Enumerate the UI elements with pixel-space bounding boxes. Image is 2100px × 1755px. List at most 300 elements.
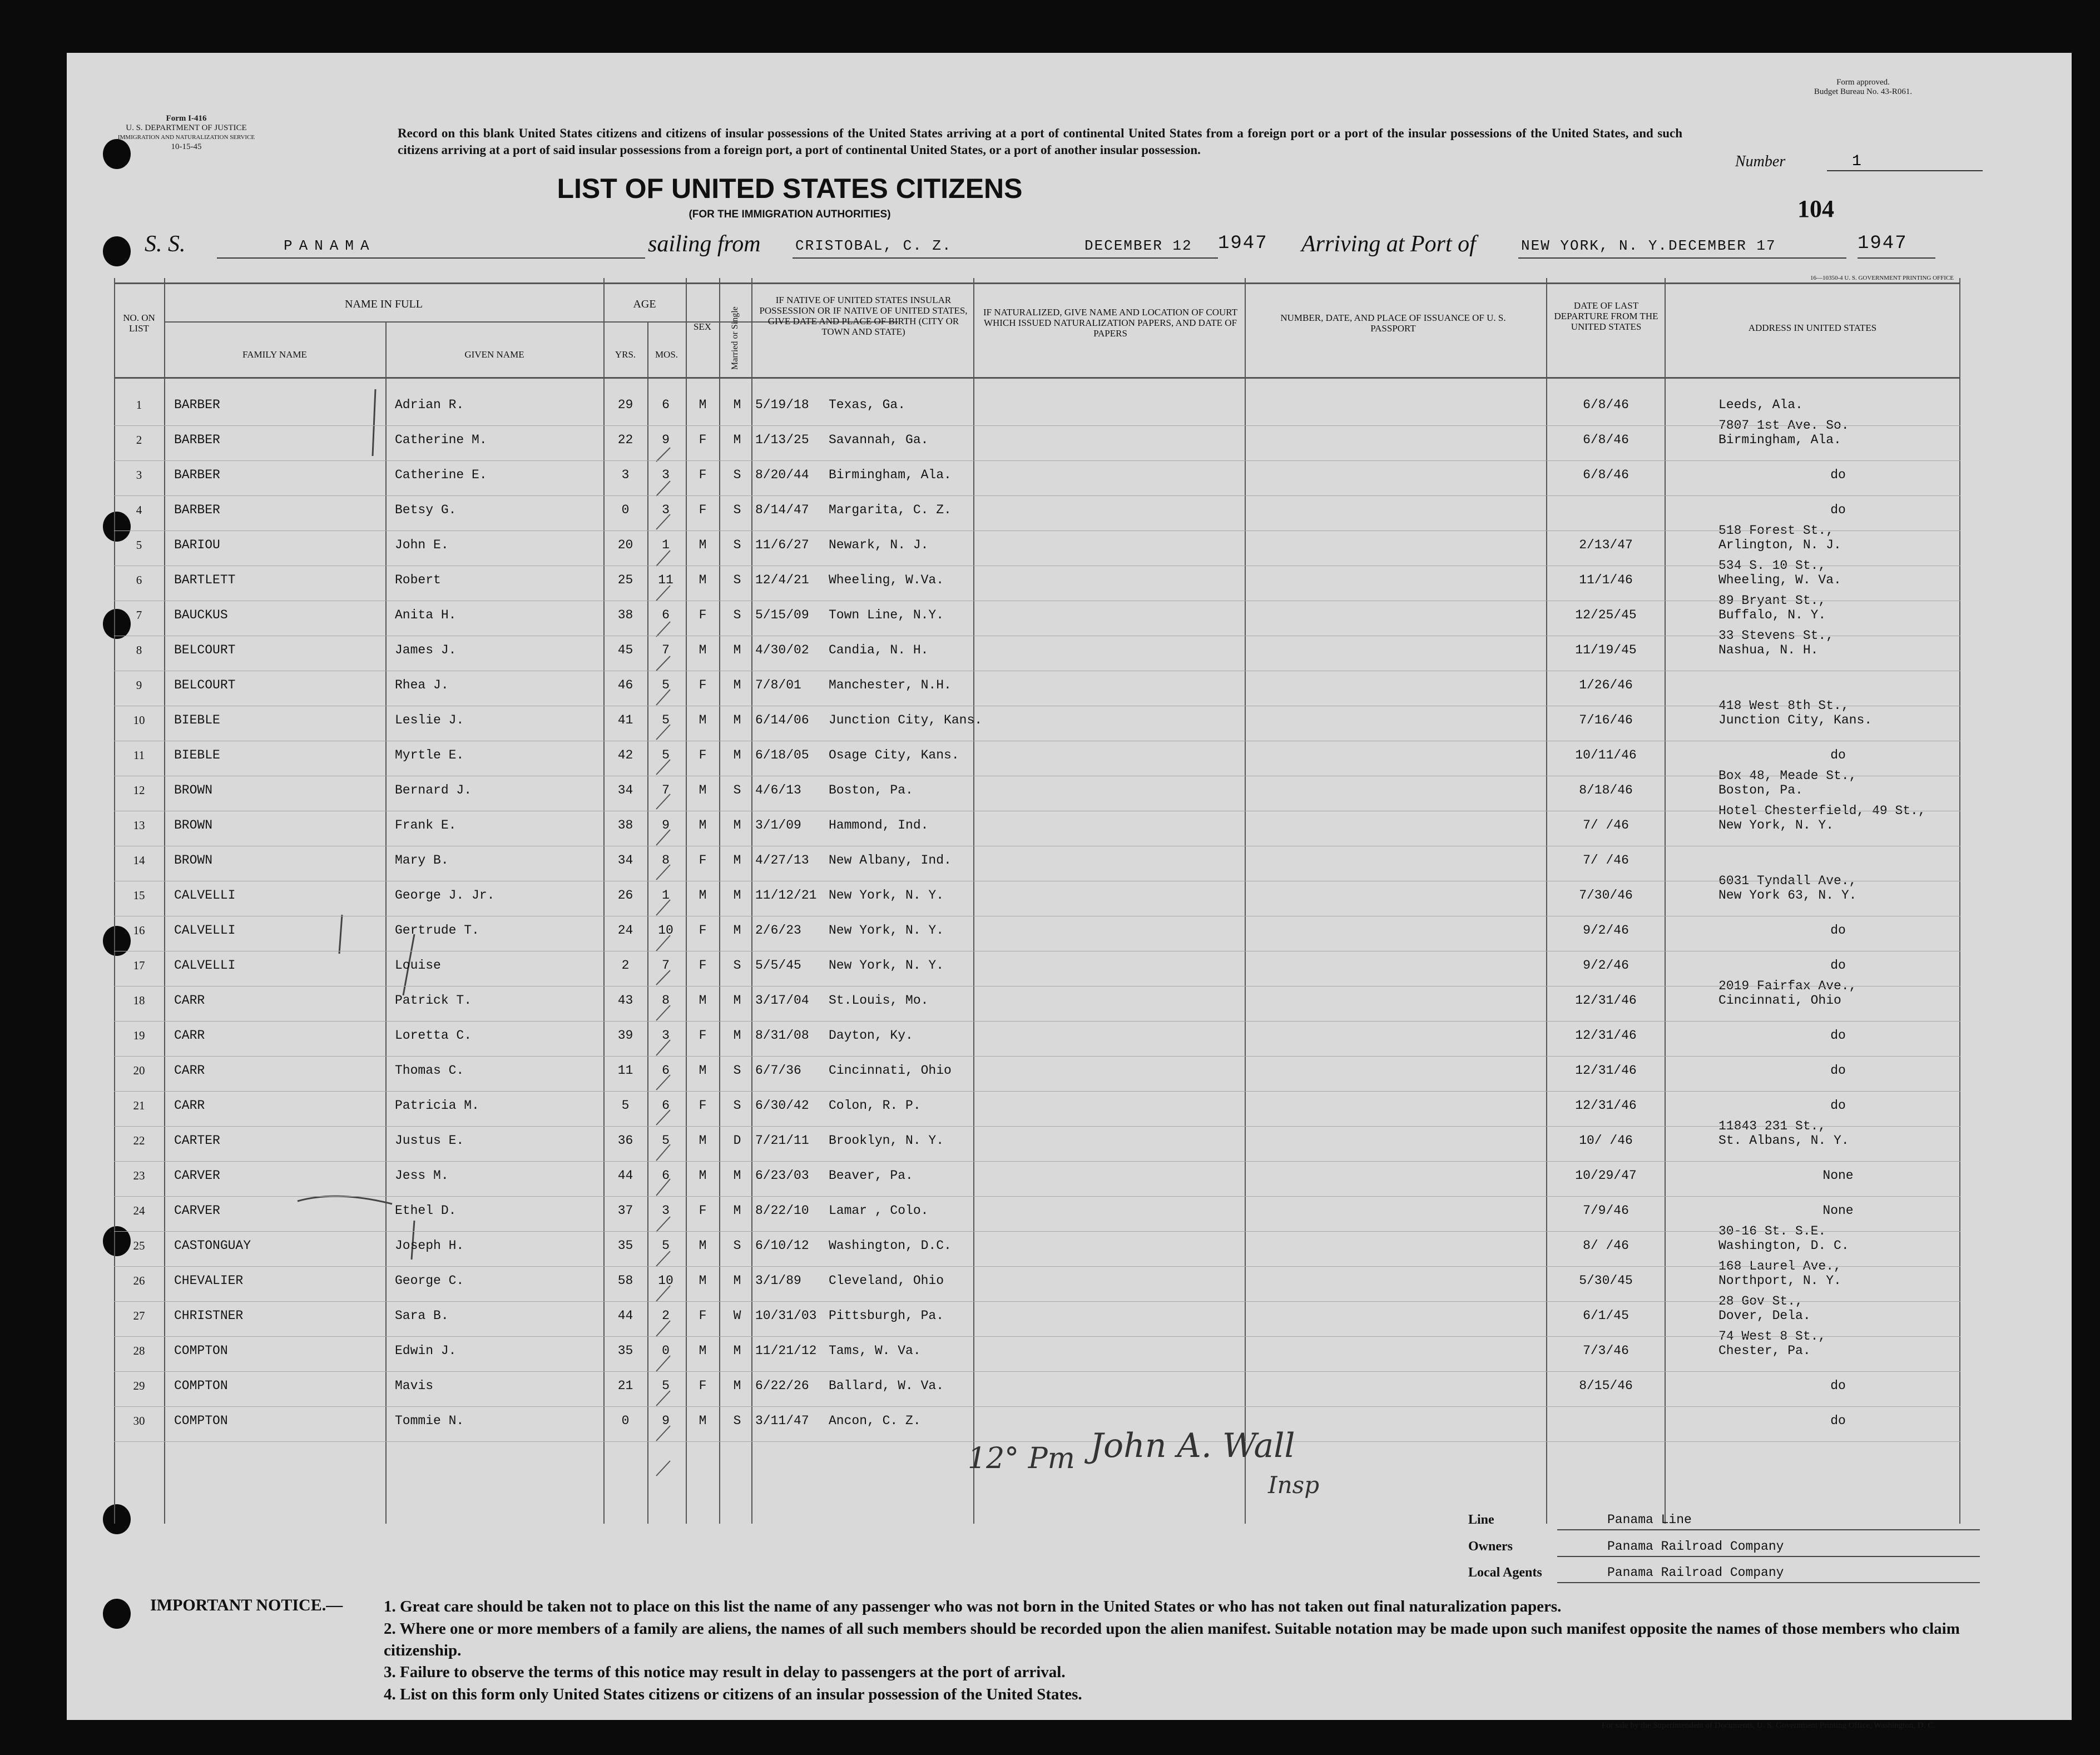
sex: M [699,1238,707,1253]
col-sex: SEX [693,321,712,332]
age-months: 8 [662,853,670,867]
age-months: 5 [662,678,670,692]
age-years: 5 [621,1098,630,1113]
birth-place: Hammond, Ind. [829,818,929,832]
arrival-port: NEW YORK, N. Y. [1521,237,1668,254]
row-number: 24 [133,1204,145,1217]
sex: M [699,818,707,832]
address-line-2: Boston, Pa. [1718,783,1803,797]
service: IMMIGRATION AND NATURALIZATION SERVICE [117,134,255,141]
sex: F [699,678,707,692]
age-years: 25 [617,573,633,587]
given-name: John E. [395,538,449,552]
birth-date: 11/12/21 [755,888,817,903]
address-line-2: Wheeling, W. Va. [1718,573,1841,587]
marital-status: S [733,1238,741,1253]
address-line-1: 33 Stevens St., [1718,628,1834,643]
row-number: 6 [136,573,142,587]
form-number: Form I-416 [166,114,207,123]
given-name: Ethel D. [395,1203,457,1218]
given-name: Frank E. [395,818,457,832]
number-label: Number [1735,153,1786,170]
last-departure: 10/11/46 [1575,748,1637,762]
departure-year: 1947 [1218,233,1268,254]
document-title: LIST OF UNITED STATES CITIZENS [557,173,1023,204]
birth-date: 5/19/18 [755,398,809,412]
row-rule [114,1161,1960,1162]
number-field [1735,153,1969,175]
budget-approval [1780,78,1947,97]
birth-place: New York, N. Y. [829,888,944,903]
birth-date: 10/31/03 [755,1308,817,1323]
age-months: 9 [662,433,670,447]
number-value: 1 [1827,153,1983,171]
last-departure: 8/ /46 [1583,1238,1629,1253]
sex: F [699,1203,707,1218]
age-years: 43 [617,993,633,1008]
given-name: Myrtle E. [395,748,464,762]
family-name: BAUCKUS [174,608,228,622]
family-name: CALVELLI [174,958,236,973]
family-name: COMPTON [174,1343,228,1358]
family-name: BROWN [174,853,213,867]
sex: M [699,1133,707,1148]
last-departure: 5/30/45 [1579,1273,1633,1288]
age-years: 0 [621,1414,630,1428]
address-line-1: 11843 231 St., [1718,1119,1826,1133]
handwritten-time: 12° Pm [968,1442,1075,1475]
marital-status: D [733,1133,741,1148]
birth-place: Pittsburgh, Pa. [829,1308,944,1323]
family-name: BARBER [174,468,220,482]
col-last-departure: DATE OF LAST DEPARTURE FROM THE UNITED STATES [1554,300,1658,332]
row-number: 28 [133,1344,145,1357]
row-rule [114,1056,1960,1057]
row-number: 27 [133,1309,145,1322]
row-number: 9 [136,678,142,692]
given-name: Adrian R. [395,398,464,412]
birth-place: Birmingham, Ala. [829,468,952,482]
age-years: 36 [617,1133,633,1148]
row-number: 2 [136,433,142,447]
birth-date: 3/17/04 [755,993,809,1008]
sex: F [699,958,707,973]
birth-date: 6/14/06 [755,713,809,727]
birth-place: Town Line, N.Y. [829,608,944,622]
row-number: 11 [133,748,145,762]
birth-date: 8/31/08 [755,1028,809,1043]
age-months: 3 [662,503,670,517]
marital-status: S [733,1098,741,1113]
given-name: Leslie J. [395,713,464,727]
given-name: Patrick T. [395,993,472,1008]
birth-date: 6/22/26 [755,1379,809,1393]
ship-name: PANAMA [284,237,376,254]
marital-status: S [733,538,741,552]
address-line-2: St. Albans, N. Y. [1718,1133,1849,1148]
address-line-1: do [1830,1063,1846,1078]
given-name: Betsy G. [395,503,457,517]
sex: F [699,608,707,622]
birth-date: 6/18/05 [755,748,809,762]
age-months: 7 [662,958,670,973]
form-identifier [114,114,259,152]
address-line-1: 168 Laurel Ave., [1718,1259,1841,1273]
agents-value: Panama Railroad Company [1557,1565,1980,1583]
sex: F [699,1098,707,1113]
manifest-sheet [67,53,2072,1730]
marital-status: W [733,1308,741,1323]
arrival-year: 1947 [1858,233,1908,254]
birth-place: Osage City, Kans. [829,748,959,762]
family-name: BARBER [174,433,220,447]
important-notice [150,1596,1985,1724]
family-name: CARR [174,1098,205,1113]
age-years: 35 [617,1343,633,1358]
age-months: 1 [662,538,670,552]
address-line-1: do [1830,1028,1846,1043]
given-name: Loretta C. [395,1028,472,1043]
birth-place: Candia, N. H. [829,643,929,657]
row-rule [114,1406,1960,1407]
age-years: 39 [617,1028,633,1043]
marital-status: S [733,783,741,797]
given-name: Rhea J. [395,678,449,692]
carrier-info [1468,1513,1980,1602]
marital-status: S [733,468,741,482]
birth-date: 12/4/21 [755,573,809,587]
sex: F [699,1308,707,1323]
row-number: 10 [133,713,145,727]
family-name: BARBER [174,398,220,412]
address-line-1: 30-16 St. S.E. [1718,1224,1826,1238]
family-name: BROWN [174,783,213,797]
birth-place: Wheeling, W.Va. [829,573,944,587]
birth-date: 8/14/47 [755,503,809,517]
marital-status: M [733,1379,741,1393]
sex: M [699,573,707,587]
row-number: 20 [133,1064,145,1077]
age-months: 10 [658,923,673,938]
marital-status: M [733,1168,741,1183]
family-name: CHRISTNER [174,1308,244,1323]
birth-place: Beaver, Pa. [829,1168,913,1183]
col-yrs: YRS. [615,349,636,360]
marital-status: M [733,818,741,832]
sex: M [699,538,707,552]
row-number: 29 [133,1379,145,1392]
row-number: 14 [133,854,145,867]
col-age: AGE [633,298,656,310]
row-number: 26 [133,1274,145,1287]
age-years: 44 [617,1308,633,1323]
from-port: CRISTOBAL, C. Z. [795,237,952,254]
row-number: 17 [133,959,145,972]
col-no-on-list: NO. ON LIST [123,313,155,334]
owners-row [1468,1539,1980,1561]
marital-status: M [733,1203,741,1218]
address-line-2: Arlington, N. J. [1718,538,1841,552]
marital-status: S [733,573,741,587]
age-months: 6 [662,1063,670,1078]
given-name: Robert [395,573,441,587]
family-name: BIEBLE [174,748,220,762]
last-departure: 12/31/46 [1575,1028,1637,1043]
age-months: 6 [662,608,670,622]
marital-status: S [733,1063,741,1078]
row-number: 13 [133,819,145,832]
birth-place: Newark, N. J. [829,538,929,552]
sex: F [699,853,707,867]
sex: F [699,748,707,762]
last-departure: 7/16/46 [1579,713,1633,727]
last-departure: 12/31/46 [1575,1098,1637,1113]
family-name: CARR [174,993,205,1008]
department: U. S. DEPARTMENT OF JUSTICE [126,123,247,132]
family-name: CARVER [174,1168,220,1183]
birth-place: Ballard, W. Va. [829,1379,944,1393]
marital-status: S [733,503,741,517]
birth-place: New Albany, Ind. [829,853,952,867]
last-departure: 10/29/47 [1575,1168,1637,1183]
col-given-name: GIVEN NAME [464,349,524,360]
row-number: 8 [136,643,142,657]
row-number: 23 [133,1169,145,1182]
sex: M [699,888,707,903]
address-line-1: 534 S. 10 St., [1718,558,1826,573]
age-months: 5 [662,1238,670,1253]
last-departure: 6/8/46 [1583,398,1629,412]
row-rule [114,495,1960,496]
sex: F [699,433,707,447]
notice-item-2: 2. Where one or more members of a family are aliens, the names of all such members should be recorded upon the alien manifest. Suitable notation may be made upon such manifest opposite the names of those members who claim citizenship. [384,1620,1960,1659]
sex: M [699,1273,707,1288]
sex: M [699,1343,707,1358]
row-rule [114,1196,1960,1197]
age-years: 29 [617,398,633,412]
notice-label: IMPORTANT NOTICE.— [150,1596,343,1614]
row-rule [114,1266,1960,1267]
given-name: Justus E. [395,1133,464,1148]
col-name-in-full: NAME IN FULL [345,298,423,310]
age-months: 5 [662,748,670,762]
last-departure: 12/31/46 [1575,1063,1637,1078]
address-line-1: do [1830,1379,1846,1393]
address-line-1: do [1830,958,1846,973]
row-number: 21 [133,1099,145,1112]
handwritten-title: Insp [1268,1471,1320,1499]
address-line-1: 2019 Fairfax Ave., [1718,979,1857,993]
age-years: 24 [617,923,633,938]
age-months: 7 [662,783,670,797]
address-line-2: Washington, D. C. [1718,1238,1849,1253]
last-departure: 9/2/46 [1583,958,1629,973]
last-departure: 7/30/46 [1579,888,1633,903]
approval-text: Form approved. [1836,78,1890,87]
row-rule [114,1301,1960,1302]
family-name: BELCOURT [174,643,236,657]
marital-status: M [733,1273,741,1288]
age-months: 10 [658,1273,673,1288]
given-name: Gertrude T. [395,923,479,938]
given-name: Tommie N. [395,1414,464,1428]
sex: M [699,1414,707,1428]
address-line-1: Leeds, Ala. [1718,398,1803,412]
marital-status: M [733,398,741,412]
birth-date: 1/13/25 [755,433,809,447]
row-number: 22 [133,1134,145,1147]
age-months: 3 [662,468,670,482]
age-years: 20 [617,538,633,552]
birth-place: Lamar , Colo. [829,1203,929,1218]
family-name: CHEVALIER [174,1273,244,1288]
age-months: 7 [662,643,670,657]
birth-place: New York, N. Y. [829,923,944,938]
age-months: 6 [662,1168,670,1183]
col-birth: IF NATIVE OF UNITED STATES INSULAR POSSESSION OR IF NATIVE OF UNITED STATES, GIVE DATE AND PLACE OF BIRTH (CITY OR TOWN AND STATE) [759,295,968,337]
col-married-single: Married or Single [730,306,740,370]
birth-date: 6/23/03 [755,1168,809,1183]
age-years: 3 [621,468,630,482]
age-years: 58 [617,1273,633,1288]
row-rule [114,1231,1960,1232]
age-months: 11 [658,573,673,587]
birth-place: Cleveland, Ohio [829,1273,944,1288]
line-label: Line [1468,1513,1494,1527]
form-date: 10-15-45 [171,142,202,151]
age-years: 41 [617,713,633,727]
address-line-1: do [1830,1098,1846,1113]
address-line-1: do [1830,923,1846,938]
last-departure: 12/25/45 [1575,608,1637,622]
family-name: CARVER [174,1203,220,1218]
marital-status: M [733,923,741,938]
birth-place: Boston, Pa. [829,783,913,797]
age-months: 3 [662,1028,670,1043]
family-name: BARBER [174,503,220,517]
marital-status: M [733,1343,741,1358]
row-number: 30 [133,1414,145,1427]
birth-place: Tams, W. Va. [829,1343,921,1358]
line-row [1468,1513,1980,1535]
age-years: 38 [617,608,633,622]
birth-date: 2/6/23 [755,923,801,938]
age-years: 37 [617,1203,633,1218]
age-months: 9 [662,818,670,832]
last-departure: 8/15/46 [1579,1379,1633,1393]
given-name: Patricia M. [395,1098,479,1113]
address-line-1: 89 Bryant St., [1718,593,1826,608]
age-months: 8 [662,993,670,1008]
age-years: 26 [617,888,633,903]
last-departure: 7/ /46 [1583,853,1629,867]
family-name: CALVELLI [174,888,236,903]
last-departure: 6/8/46 [1583,433,1629,447]
age-years: 34 [617,783,633,797]
row-number: 3 [136,468,142,482]
birth-place: Dayton, Ky. [829,1028,913,1043]
pencil-marks [114,278,1960,1540]
address-line-1: 518 Forest St., [1718,523,1834,538]
last-departure: 11/1/46 [1579,573,1633,587]
row-rule [114,1091,1960,1092]
passenger-table [114,275,1960,1540]
marital-status: M [733,748,741,762]
age-years: 44 [617,1168,633,1183]
last-departure: 9/2/46 [1583,923,1629,938]
row-number: 1 [136,398,142,412]
birth-place: Ancon, C. Z. [829,1414,921,1428]
sex: F [699,923,707,938]
row-rule [114,460,1960,461]
marital-status: M [733,1028,741,1043]
age-months: 3 [662,1203,670,1218]
marital-status: S [733,608,741,622]
last-departure: 7/9/46 [1583,1203,1629,1218]
address-line-2: Junction City, Kans. [1718,713,1873,727]
col-mos: MOS. [655,349,678,360]
row-number: 5 [136,538,142,552]
family-name: CALVELLI [174,923,236,938]
birth-date: 3/1/09 [755,818,801,832]
birth-place: Colon, R. P. [829,1098,921,1113]
given-name: Louise [395,958,441,973]
address-line-1: Box 48, Meade St., [1718,769,1857,783]
address-line-2: New York 63, N. Y. [1718,888,1857,903]
last-departure: 6/1/45 [1583,1308,1629,1323]
sex: M [699,643,707,657]
address-line-1: None [1822,1168,1854,1183]
given-name: Jess M. [395,1168,449,1183]
row-number: 19 [133,1029,145,1042]
row-rule [114,425,1960,426]
address-line-2: Cincinnati, Ohio [1718,993,1841,1008]
gpo-note: 16—10350-4 U. S. GOVERNMENT PRINTING OFFICE [1810,275,1954,281]
agents-label: Local Agents [1468,1565,1542,1580]
address-line-1: do [1830,503,1846,517]
given-name: Bernard J. [395,783,472,797]
age-years: 0 [621,503,630,517]
budget-bureau: Budget Bureau No. 43-R061. [1814,87,1913,96]
address-line-1: 418 West 8th St., [1718,698,1849,713]
last-departure: 7/3/46 [1583,1343,1629,1358]
line-value: Panama Line [1557,1513,1980,1530]
age-months: 1 [662,888,670,903]
marital-status: S [733,1414,741,1428]
marital-status: M [733,643,741,657]
owners-label: Owners [1468,1539,1513,1554]
family-name: CARR [174,1028,205,1043]
age-months: 2 [662,1308,670,1323]
birth-date: 8/22/10 [755,1203,809,1218]
notice-item-4: 4. List on this form only United States citizens or citizens of an insular possession of the United States. [384,1685,1082,1703]
birth-place: Junction City, Kans. [829,713,983,727]
marital-status: M [733,993,741,1008]
age-years: 11 [617,1063,633,1078]
sailing-from-label: sailing from [648,231,761,257]
birth-date: 11/6/27 [755,538,809,552]
birth-date: 6/10/12 [755,1238,809,1253]
row-rule [114,1371,1960,1372]
given-name: Mary B. [395,853,449,867]
punch-hole [103,1599,131,1629]
given-name: George J. Jr. [395,888,495,903]
sex: M [699,398,707,412]
last-departure: 1/26/46 [1579,678,1633,692]
address-line-1: do [1830,748,1846,762]
age-years: 22 [617,433,633,447]
birth-place: Texas, Ga. [829,398,906,412]
